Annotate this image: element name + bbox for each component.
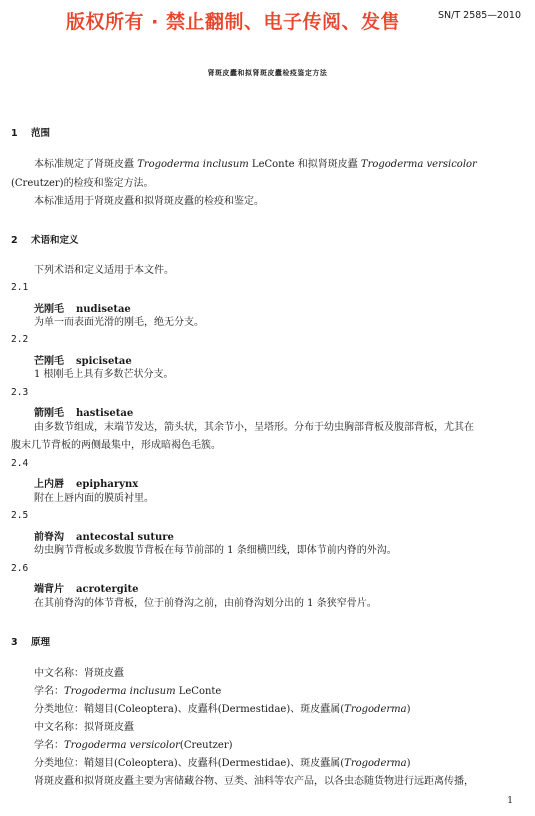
term-zh: 上内唇	[34, 479, 64, 490]
species-name: Trogoderma inclusum	[137, 159, 249, 170]
section-title: 术语和定义	[31, 235, 79, 246]
term-heading	[34, 580, 139, 595]
term-en: epipharynx	[76, 479, 139, 490]
term-definition: 幼虫胸节背板或多数腹节背板在每节前部的 1 条细横凹线，即体节前内脊的外沟。	[34, 545, 397, 556]
text-run: 本标准规定了肾斑皮蠹	[34, 159, 138, 170]
term-definition: 1 根刚毛上具有多数芒状分支。	[34, 369, 174, 380]
principle-line	[34, 757, 411, 771]
term-zh: 芒刚毛	[34, 356, 64, 367]
text-run: )	[406, 758, 411, 769]
principle-line: 肾斑皮蠹和拟肾斑皮蠹主要为害储藏谷物、豆类、油料等农产品，以各虫态随货物进行远距离传播，	[34, 776, 474, 787]
section-heading-principle	[11, 634, 50, 648]
section-title: 原理	[31, 637, 51, 648]
section-heading-terms	[11, 232, 79, 246]
genus-name: Trogoderma	[344, 704, 407, 715]
section-title: 范围	[31, 128, 51, 139]
term-heading	[34, 404, 133, 419]
term-zh: 前脊沟	[34, 532, 64, 543]
species-name: Trogoderma versicolor	[360, 159, 477, 170]
text-run: LeConte 和拟肾斑皮蠹	[248, 159, 361, 170]
term-heading	[34, 528, 174, 543]
principle-line	[34, 703, 411, 717]
term-number: 2.2	[11, 334, 29, 345]
term-definition: 附在上唇内面的膜质衬里。	[34, 493, 154, 504]
term-number: 2.3	[11, 387, 29, 398]
text-run: 学名：	[34, 686, 64, 697]
species-name: Trogoderma versicolor	[64, 740, 180, 751]
principle-line	[34, 739, 233, 753]
document-title: 肾斑皮蠹和拟肾斑皮蠹检疫鉴定方法	[207, 69, 328, 77]
term-number: 2.5	[11, 510, 29, 521]
page-number: 1	[507, 796, 513, 806]
section-number: 2	[11, 235, 18, 246]
term-en: hastisetae	[76, 408, 134, 419]
term-definition: 为单一而表面光滑的刚毛，绝无分支。	[34, 317, 204, 328]
watermark: 版权所有 · 禁止翻制、电子传阅、发售	[66, 11, 400, 33]
term-en: acrotergite	[76, 584, 139, 595]
section-number: 1	[11, 128, 18, 139]
term-en: antecostal suture	[76, 532, 174, 543]
section-heading-scope	[11, 125, 50, 139]
term-heading	[34, 352, 132, 367]
scope-paragraph-2: 本标准适用于肾斑皮蠹和拟肾斑皮蠹的检疫和鉴定。	[34, 196, 264, 207]
term-zh: 光刚毛	[34, 304, 64, 315]
principle-line	[34, 685, 221, 699]
principle-line: 中文名称：拟肾斑皮蠹	[34, 722, 134, 733]
text-run: 分类地位：鞘翅目(Coleoptera)、皮蠹科(Dermestidae)、斑皮蠹属(	[34, 758, 345, 769]
terms-intro: 下列术语和定义适用于本文件。	[34, 265, 174, 276]
standard-code: SN/T 2585—2010	[437, 10, 521, 21]
text-run: )	[406, 704, 411, 715]
term-number: 2.6	[11, 563, 29, 574]
term-en: spicisetae	[76, 356, 132, 367]
section-number: 3	[11, 637, 18, 648]
term-definition: 由多数节组成，末端节发达，箭头状，其余节小，呈塔形。分布于幼虫胸部背板及腹部背板，尤其在	[34, 422, 474, 433]
term-heading	[34, 300, 131, 315]
text-run: LeConte	[175, 686, 222, 697]
term-zh: 端背片	[34, 584, 64, 595]
genus-name: Trogoderma	[344, 758, 407, 769]
scope-paragraph-1-cont: (Creutzer)的检疫和鉴定方法。	[11, 178, 154, 189]
term-zh: 箭刚毛	[34, 408, 64, 419]
scope-paragraph-1	[34, 158, 477, 172]
text-run: (Creutzer)	[179, 740, 233, 751]
term-definition-cont: 腹末几节背板的两侧最集中，形成暗褐色毛簇。	[11, 440, 221, 451]
term-definition: 在其前脊沟的体节背板，位于前脊沟之前，由前脊沟划分出的 1 条狭窄骨片。	[34, 598, 377, 609]
term-number: 2.4	[11, 458, 29, 469]
term-en: nudisetae	[76, 304, 131, 315]
term-heading	[34, 475, 138, 490]
term-number: 2.1	[11, 282, 29, 293]
text-run: 学名：	[34, 740, 64, 751]
principle-line: 中文名称：肾斑皮蠹	[34, 668, 124, 679]
species-name: Trogoderma inclusum	[64, 686, 176, 697]
text-run: 分类地位：鞘翅目(Coleoptera)、皮蠹科(Dermestidae)、斑皮蠹属(	[34, 704, 345, 715]
